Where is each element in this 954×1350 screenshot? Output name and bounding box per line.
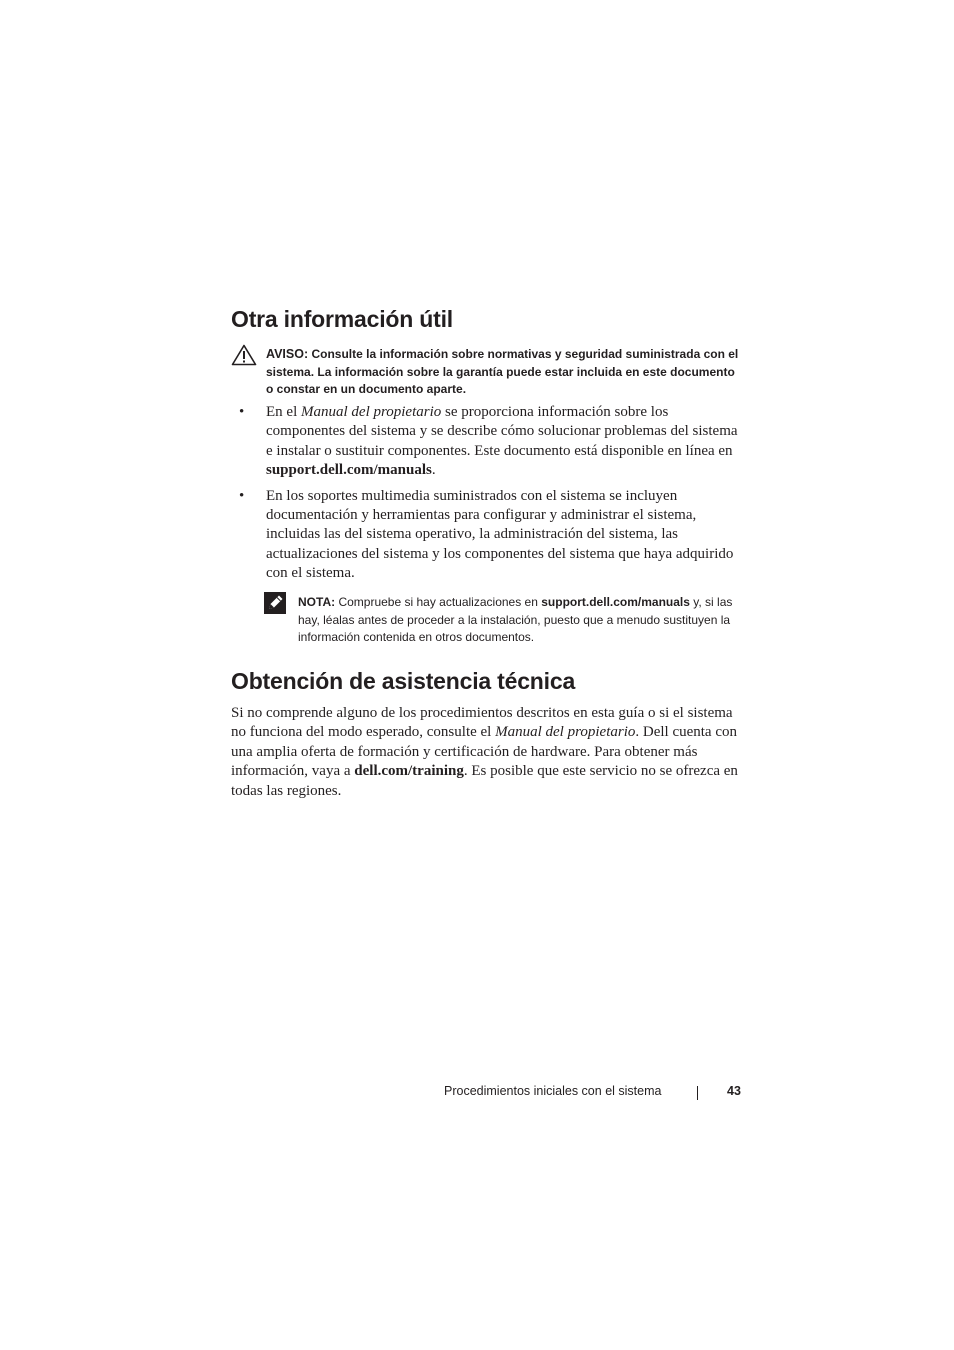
section-title-otra-informacion: Otra información útil — [231, 306, 453, 332]
section-title-asistencia-tecnica: Obtención de asistencia técnica — [231, 668, 576, 694]
manual-title: Manual del propietario — [495, 724, 636, 741]
aviso-notice — [266, 346, 744, 399]
paragraph-text: Si no comprende alguno de los procedimientos descritos en esta guía o si el sistema no funciona del modo esperado, consulte el — [231, 705, 733, 741]
paragraph-text: . Dell cuenta con una amplia oferta de formación y certificación de hardware. Para obtener más información, vaya a — [231, 724, 737, 780]
nota-notice — [298, 594, 744, 647]
nota-text: y, si las hay, léalas antes de proceder a la instalación, puesto que a menudo sustituyen la información contenida en otros documentos. — [298, 595, 733, 644]
bullet-dot: • — [239, 404, 245, 420]
manuals-link-text: support.dell.com/manuals — [541, 595, 690, 609]
bullet-text: En el — [266, 404, 301, 420]
nota-text: Compruebe si hay actualizaciones en — [335, 595, 542, 609]
page-number: 43 — [727, 1084, 741, 1098]
list-item — [231, 487, 746, 584]
note-pencil-icon — [264, 592, 286, 614]
asistencia-paragraph — [231, 704, 746, 801]
list-item — [231, 403, 746, 481]
footer-chapter-title: Procedimientos iniciales con el sistema — [444, 1084, 662, 1098]
aviso-text: Consulte la información sobre normativas y seguridad suministrada con el sistema. La información sobre la garantía puede estar incluida en este documento o constar en un documento aparte. — [266, 347, 739, 396]
footer-separator — [697, 1086, 698, 1100]
info-bullet-list — [231, 403, 746, 584]
paragraph-text: . Es posible que este servicio no se ofrezca en todas las regiones. — [231, 763, 738, 799]
aviso-label: AVISO: — [266, 347, 309, 361]
manual-title: Manual del propietario — [301, 404, 442, 420]
bullet-dot: • — [239, 487, 245, 504]
nota-label: NOTA: — [298, 595, 336, 609]
training-link-text: dell.com/training — [354, 763, 464, 780]
bullet-text: . — [431, 462, 436, 479]
warning-triangle-icon — [231, 344, 257, 366]
bullet-text: En los soportes multimedia suministrados con el sistema se incluyen documentación y herramientas para configurar y administrar el sistema, incluidas las del sistema operativo, la administración del sistema, las actualizaciones del sistema y los componentes del sistema que haya adquirido con el sistema. — [266, 487, 734, 582]
bullet-text: se proporciona información sobre los componentes del sistema y se describe cómo solucionar problemas del sistema e instalar o sustituir componentes. Este documento está disponible en línea en — [266, 404, 738, 459]
manuals-link-text: support.dell.com/manuals — [266, 462, 432, 479]
